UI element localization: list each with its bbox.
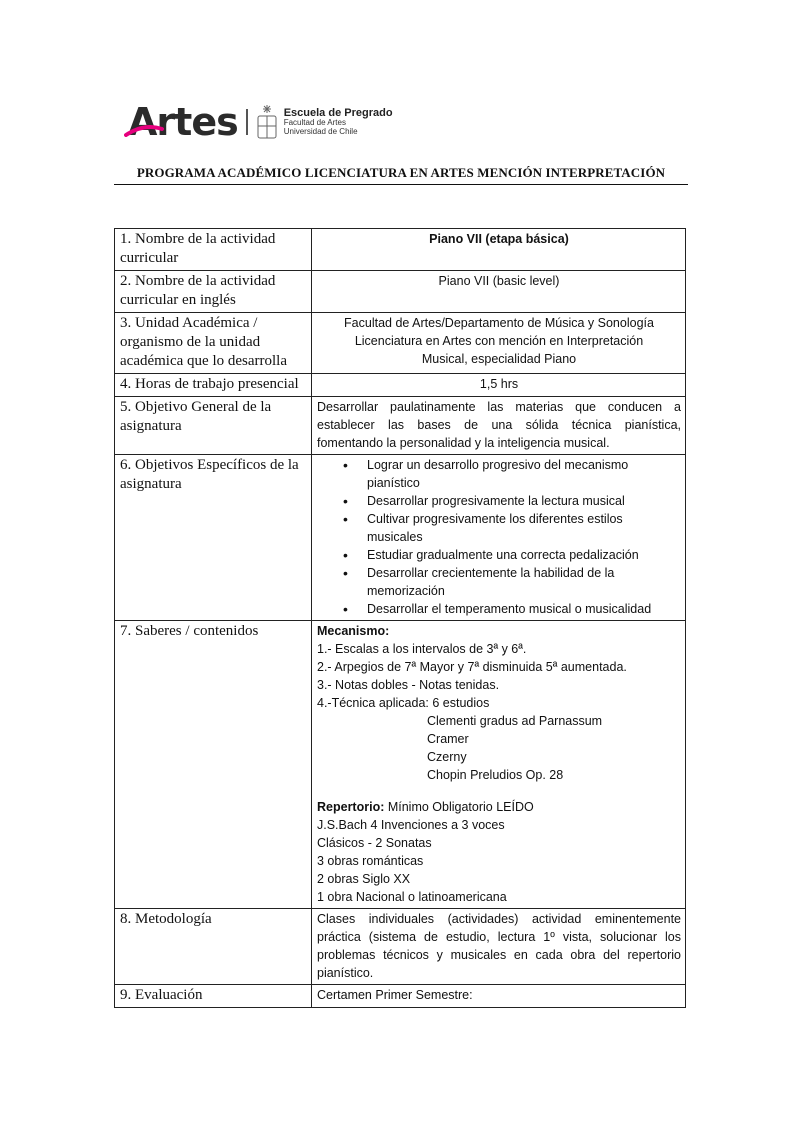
unit-line: Licenciatura en Artes con mención en Interpretación [354,334,644,348]
row-label: 2. Nombre de la actividad curricular en inglés [115,271,312,313]
row-value [312,621,686,909]
logo-word-text: Artes [128,100,238,144]
logo-wordmark [128,100,238,144]
logo-school-name: Escuela de Pregrado [283,106,393,119]
list-item: • Lograr un desarrollo progresivo del mecanismo pianístico [367,456,681,492]
artes-logo [128,98,393,146]
logo-faculty-name: Facultad de Artes [283,118,346,128]
row-value [312,313,686,374]
row-value [312,455,686,621]
etude-line: Cramer [427,732,469,746]
row-label: 8. Metodología [115,909,312,985]
document-title: PROGRAMA ACADÉMICO LICENCIATURA EN ARTES MENCIÓN INTERPRETACIÓN [136,165,666,180]
table-row [115,985,686,1008]
repertorio-heading: Repertorio: [317,800,385,814]
objectives-list [317,456,681,618]
logo-text-block [284,108,393,136]
row-value: Desarrollar paulatinamente las materias que conducen a establecer las bases de una sólida técnica pianística, fomentando la personalidad y la inteligencia musical. [312,397,686,455]
content-line: 3 obras románticas [317,854,424,868]
spacer [317,784,681,798]
logo-university-name: Universidad de Chile [283,126,358,136]
title-underline [114,184,688,185]
content-line: 4.-Técnica aplicada: 6 estudios [317,696,490,710]
unit-line: Facultad de Artes/Departamento de Música y Sonología [344,316,654,330]
table-row [115,397,686,455]
content-line: 1.- Escalas a los intervalos de 3ª y 6ª. [317,642,527,656]
content-line: J.S.Bach 4 Invenciones a 3 voces [317,818,505,832]
row-label: 5. Objetivo General de la asignatura [115,397,312,455]
logo-swoosh-icon [124,125,164,137]
list-item: • Desarrollar progresivamente la lectura musical [367,492,681,510]
row-value: Piano VII (etapa básica) [312,229,686,271]
content-line: 1 obra Nacional o latinoamericana [317,890,507,904]
row-value: Clases individuales (actividades) actividad eminentemente práctica (sistema de estudio, lectura 1º vista, solucionar los problemas técnicos y musicales en cada obra del repertorio pianístico. [312,909,686,985]
table-row [115,455,686,621]
university-seal-icon [256,104,278,140]
program-table [114,228,686,1008]
repertorio-line [317,798,681,816]
mecanismo-heading: Mecanismo: [317,624,390,638]
repertorio-text: Mínimo Obligatorio LEÍDO [384,800,534,814]
etude-line: Clementi gradus ad Parnassum [427,714,603,728]
content-line: Clásicos - 2 Sonatas [317,836,432,850]
table-row [115,374,686,397]
row-value: Piano VII (basic level) [312,271,686,313]
etude-line: Czerny [427,750,467,764]
list-item: • Cultivar progresivamente los diferentes estilos musicales [367,510,681,546]
table-row [115,229,686,271]
list-item: • Estudiar gradualmente una correcta pedalización [367,546,681,564]
list-item: • Desarrollar el temperamento musical o musicalidad [367,600,681,618]
table-row [115,313,686,374]
row-label: 7. Saberes / contenidos [115,621,312,909]
table-row [115,621,686,909]
table-row [115,909,686,985]
row-label: 9. Evaluación [115,985,312,1008]
content-line: 2 obras Siglo XX [317,872,411,886]
row-value: 1,5 hrs [312,374,686,397]
row-value: Certamen Primer Semestre: [312,985,686,1008]
unit-line: Musical, especialidad Piano [421,352,577,366]
list-item: • Desarrollar crecientemente la habilidad de la memorización [367,564,681,600]
row-label: 1. Nombre de la actividad curricular [115,229,312,271]
row-label: 4. Horas de trabajo presencial [115,374,312,397]
row-label: 6. Objetivos Específicos de la asignatura [115,455,312,621]
content-line: 3.- Notas dobles - Notas tenidas. [317,678,500,692]
row-label: 3. Unidad Académica / organismo de la unidad académica que lo desarrolla [115,313,312,374]
content-line: 2.- Arpegios de 7ª Mayor y 7ª disminuida 5ª aumentada. [317,660,627,674]
logo-divider [246,109,248,135]
table-row [115,271,686,313]
etude-line: Chopin Preludios Op. 28 [427,768,564,782]
